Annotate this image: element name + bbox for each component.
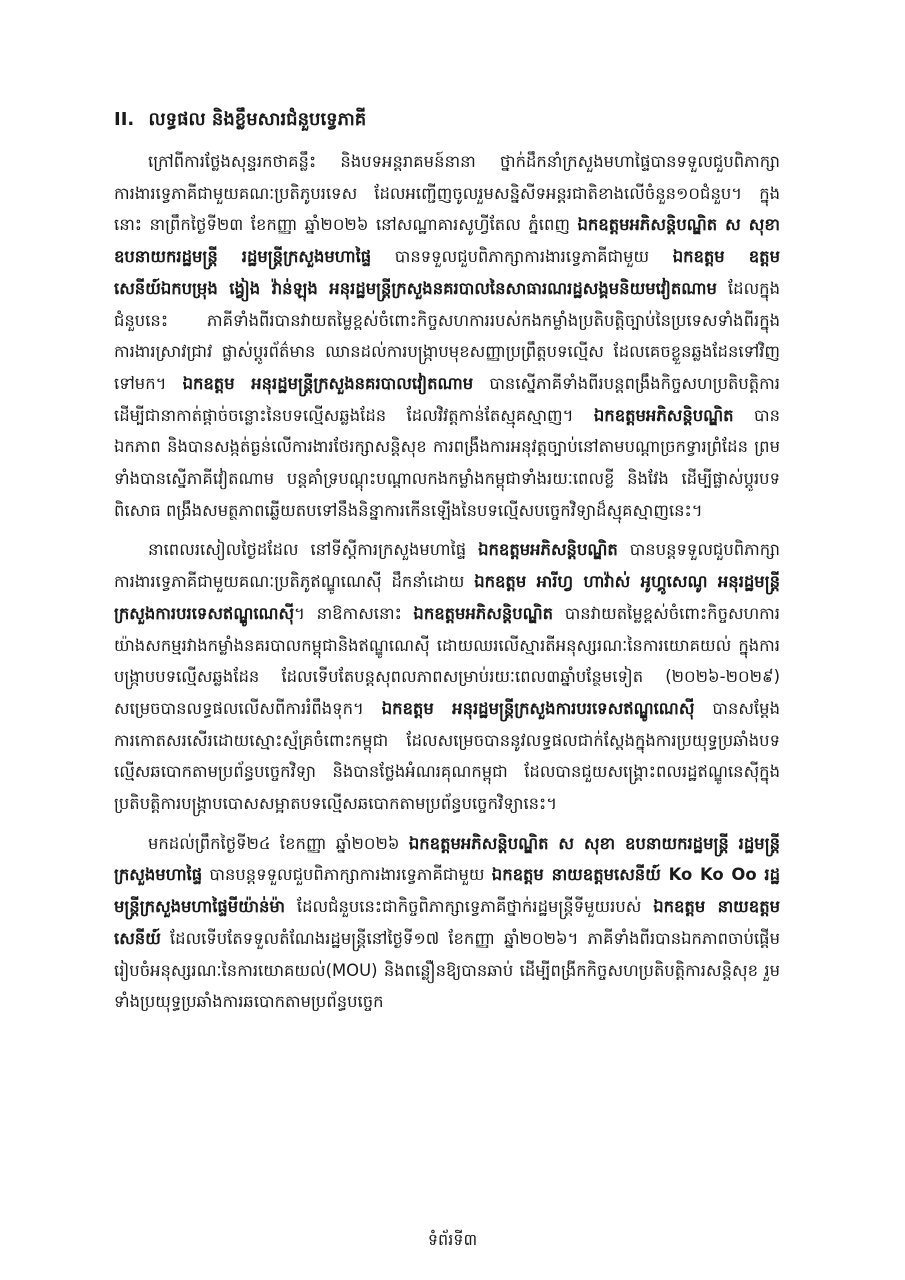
section-title: លទ្ធផល និងខ្លឹមសារជំនួបទ្វេភាគី — [148, 109, 367, 130]
bold-text-run: ឯកឧត្តម ឧត្តមសេនីយ៍ឯកបម្រុង ង្វៀង វ៉ាន់ឡុង អនុរដ្ឋមន្ត្រីក្រសួងនគរបាលនៃសាធារណរដ្ឋសង្គមនិយមវៀតណាម — [114, 247, 780, 298]
bold-text-run: ឯកឧត្តមអភិសន្តិបណ្ឌិត — [413, 603, 554, 623]
section-heading — [114, 106, 780, 134]
bold-text-run: ឯកឧត្តម អនុរដ្ឋមន្ត្រីក្រសួងការបរទេសឥណ្ឌូណេស៊ី — [381, 698, 695, 718]
bold-text-run: ឯកឧត្តម នាយឧត្តមសេនីយ៍ — [114, 897, 780, 948]
text-run: បានបន្តទទួលជួបពិភាក្សាការងារទ្វេភាគីជាមួយគណៈប្រតិភូឥណ្ឌូណេស៊ី ដឹកនាំដោយ — [114, 540, 780, 592]
text-run: មកដល់ព្រឹកថ្ងៃទី២៤ ខែកញ្ញា ឆ្នាំ២០២៦ — [148, 833, 409, 853]
bold-text-run: ឯកឧត្តមអភិសន្តិបណ្ឌិត — [478, 540, 618, 560]
text-run: ដែលជំនួបនេះជាកិច្ចពិភាក្សាទ្វេភាគីថ្នាក់រដ្ឋមន្ត្រីទីមួយរបស់ — [285, 897, 654, 917]
section-number: II. — [114, 109, 135, 130]
paragraph-1 — [114, 146, 780, 526]
bold-text-run: ឯកឧត្តមអភិសន្តិបណ្ឌិត ស សុខា ឧបនាយករដ្ឋមន្ត្រី រដ្ឋមន្ត្រីក្រសួងមហាផ្ទៃ — [114, 833, 780, 885]
paragraph-2 — [114, 534, 780, 819]
text-run: បានសម្តែងការកោតសរសើរដោយស្មោះស្ម័គ្រចំពោះកម្ពុជា ដែលសម្រេចបាននូវលទ្ធផលជាក់ស្តែងក្នុងការប្រយុទ្ធប្រឆាំងបទល្មើសឆបោកតាមប្រព័ន្ធបច្ចេកវិទ្យា និងបានថ្លែងអំណរគុណកម្ពុជា ដែលបានជួយសង្គ្រោះពលរដ្ឋឥណ្ឌូនេស៊ីក្នុងប្រតិបត្តិការបង្ក្រាបបោសសម្អាតបទល្មើសឆបោកតាមប្រព័ន្ធបច្ចេកវិទ្យានេះ។ — [114, 698, 780, 814]
text-run: បានទទួលជួបពិភាក្សាការងារទ្វេភាគីជាមួយ — [371, 247, 673, 267]
text-run: នាពេលរសៀលថ្ងៃដដែល នៅទីស្តីការក្រសួងមហាផ្ទៃ — [148, 540, 479, 560]
page-number: ទំព័រទី៣ — [427, 1230, 478, 1249]
text-run: ក្រៅពីការថ្លែងសុន្ទរកថាគន្លឹះ និងបទអន្តរាគមន៍នានា ថ្នាក់ដឹកនាំក្រសួងមហាផ្ទៃបានទទួលជួបពិភាក្សាការងារទ្វេភាគីជាមួយគណៈប្រតិភូបរទេស ដែលអញ្ជើញចូលរួមសន្និសីទអន្តរជាតិខាងលើចំនួន១០ជំនួប។ ក្នុងនោះ នាព្រឹកថ្ងៃទី២៣ ខែកញ្ញា ឆ្នាំ២០២៦ នៅសណ្ឋាគារសូហ្វីតែល ភ្នំពេញ — [114, 152, 780, 235]
page-content — [114, 106, 780, 1026]
text-run: បានវាយតម្លៃខ្ពស់ចំពោះកិច្ចសហការយ៉ាងសកម្មរវាងកម្លាំងនគរបាលកម្ពុជានិងឥណ្ឌូណេស៊ី ដោយឈរលើស្មារតីអនុស្សរណៈនៃការយោគយល់ ក្នុងការបង្ក្រាបបទល្មើសឆ្លងដែន ដែលទើបតែបន្តសុពលភាពសម្រាប់រយៈពេល៣ឆ្នាំបន្ថែមទៀត (២០២៦-២០២៩) សម្រេចបានលទ្ធផលលើសពីការរំពឹងទុក។ — [114, 603, 780, 718]
text-run: ។ នាឱកាសនោះ — [294, 603, 414, 623]
bold-text-run: ឯកឧត្តម អារីហ្វ ហាវ៉ាស់ អូហ្គូសេណូ អនុរដ្ឋមន្ត្រីក្រសួងការបរទេសឥណ្ឌូណេស៊ី — [114, 572, 780, 623]
bold-text-run: ឯកឧត្តមអភិសន្តិបណ្ឌិត ស សុខា ឧបនាយករដ្ឋមន្ត្រី រដ្ឋមន្ត្រីក្រសួងមហាផ្ទៃ — [114, 215, 781, 267]
text-run: ដែលទើបតែទទួលតំណែងរដ្ឋមន្ត្រីនៅថ្ងៃទី១៧ ខែកញ្ញា ឆ្នាំ២០២៦។ ភាគីទាំងពីរបានឯកភាពចាប់ផ្តើមរៀបចំអនុស្សរណៈនៃការយោគយល់(MOU) និងពន្លឿនឱ្យបានឆាប់ ដើម្បីពង្រីកកិច្ចសហប្រតិបត្តិការសន្តិសុខ រួមទាំងប្រយុទ្ធប្រឆាំងការឆបោកតាមប្រព័ន្ធបច្ចេក — [114, 928, 780, 1012]
bold-text-run: ឯកឧត្តម នាយឧត្តមសេនីយ៍ Ko Ko Oo រដ្ឋមន្ត្រីក្រសួងមហាផ្ទៃមីយ៉ាន់ម៉ា — [114, 865, 780, 917]
text-run: បានបន្តទទួលជួបពិភាក្សាការងារទ្វេភាគីជាមួយ — [202, 865, 492, 885]
text-run: បានស្នើភាគីទាំងពីរបន្តពង្រឹងកិច្ចសហប្រតិបត្តិការ ដើម្បីជានាកាត់ផ្តាច់ចន្លោះនៃបទល្មើសឆ្លងដែន ដែលវិវត្តកាន់តែស្មុគស្មាញ។ — [114, 373, 780, 425]
text-run: បានឯកភាព និងបានសង្កត់ធ្ងន់លើការងារថែរក្សាសន្តិសុខ ការពង្រឹងការអនុវត្តច្បាប់នៅតាមបណ្តាច្រកទ្វារព្រំដែន ព្រមទាំងបានស្នើភាគីវៀតណាម បន្តគាំទ្របណ្តុះបណ្តាលកងកម្លាំងកម្ពុជាទាំងរយៈពេលខ្លី និងវែង ដើម្បីផ្លាស់ប្តូរបទពិសោធ ពង្រឹងសមត្ថភាពឆ្លើយតបទៅនឹងនិន្នាការកើនឡើងនៃបទល្មើសបច្ចេកវិទ្យាដ៏ស្មុគស្មាញនេះ។ — [114, 405, 780, 520]
paragraph-3 — [114, 828, 780, 1018]
text-run: ដែលក្នុងជំនួបនេះ ភាគីទាំងពីរបានវាយតម្លៃខ្ពស់ចំពោះកិច្ចសហការរបស់កងកម្លាំងប្រតិបត្តិច្បាប់នៃប្រទេសទាំងពីរក្នុងការងារស្រាវជ្រាវ ផ្លាស់ប្តូរព័ត៌មាន ឈានដល់ការបង្ក្រាបមុខសញ្ញាប្រព្រឹត្តបទល្មើស ដែលគេចខ្លួនឆ្លងដែនទៅវិញទៅមក។ — [114, 278, 780, 393]
bold-text-run: ឯកឧត្តមអភិសន្តិបណ្ឌិត — [593, 405, 734, 425]
bold-text-run: ឯកឧត្តម អនុរដ្ឋមន្ត្រីក្រសួងនគរបាលវៀតណាម — [182, 373, 474, 393]
